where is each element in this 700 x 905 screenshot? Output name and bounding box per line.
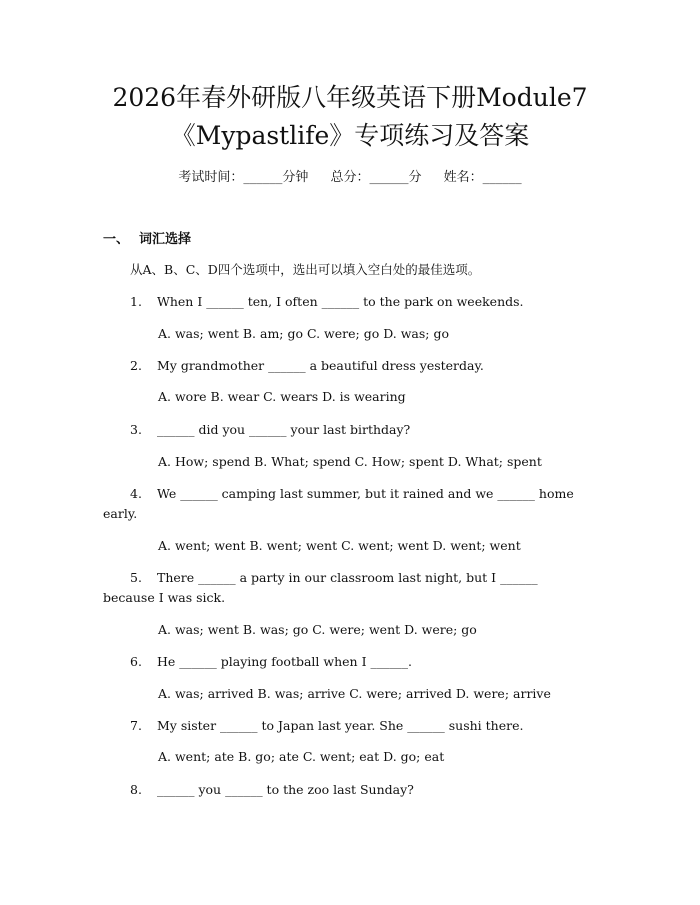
- question-number: 8.: [130, 782, 142, 797]
- question-text: ______ you ______ to the zoo last Sunday?: [157, 782, 414, 797]
- question-text: We ______ camping last summer, but it rained and we ______ home: [157, 486, 574, 501]
- question-2-options: A. wore B. wear C. wears D. is wearing: [158, 389, 406, 404]
- question-4-continuation: early.: [103, 506, 138, 521]
- question-number: 1.: [130, 294, 142, 309]
- question-text: When I ______ ten, I often ______ to the park on weekends.: [157, 294, 524, 309]
- document-title-line-2: 《Mypastlife》专项练习及答案: [170, 121, 530, 150]
- question-number: 2.: [130, 358, 142, 373]
- question-3: [130, 420, 410, 440]
- question-1-options: A. was; went B. am; go C. were; go D. was; go: [158, 326, 450, 341]
- document-title-line-1: 2026年春外研版八年级英语下册Module7: [112, 83, 588, 112]
- question-number: 6.: [130, 654, 142, 669]
- question-number: 7.: [130, 718, 142, 733]
- question-3-options: A. How; spend B. What; spend C. How; spent D. What; spent: [158, 454, 542, 469]
- question-4-options: A. went; went B. went; went C. went; went D. went; went: [158, 538, 521, 553]
- question-text: My sister ______ to Japan last year. She ______ sushi there.: [157, 718, 524, 733]
- question-number: 3.: [130, 422, 142, 437]
- question-8: [130, 780, 414, 800]
- section-number: 一、: [103, 232, 130, 247]
- question-5: [130, 568, 538, 588]
- question-5-options: A. was; went B. was; go C. were; went D. were; go: [158, 622, 477, 637]
- question-text: ______ did you ______ your last birthday?: [157, 422, 411, 437]
- section-title: 词汇选择: [139, 232, 192, 247]
- question-text: There ______ a party in our classroom last night, but I ______: [157, 570, 538, 585]
- question-1: [130, 292, 524, 312]
- question-6-options: A. was; arrived B. was; arrive C. were; arrived D. were; arrive: [158, 686, 551, 701]
- question-6: [130, 652, 412, 672]
- question-number: 4.: [130, 486, 142, 501]
- question-7: [130, 716, 523, 736]
- section-instruction: 从A、B、C、D四个选项中，选出可以填入空白处的最佳选项。: [130, 262, 481, 277]
- question-2: [130, 356, 484, 376]
- question-7-options: A. went; ate B. go; ate C. went; eat D. go; eat: [158, 749, 445, 764]
- question-number: 5.: [130, 570, 142, 585]
- question-text: My grandmother ______ a beautiful dress yesterday.: [157, 358, 484, 373]
- question-text: He ______ playing football when I ______.: [157, 654, 412, 669]
- total-score: 总分：______分: [330, 170, 422, 185]
- question-4: [130, 484, 574, 504]
- exam-info: [0, 168, 700, 188]
- student-name: 姓名：______: [443, 170, 522, 185]
- question-5-continuation: because I was sick.: [103, 590, 226, 605]
- exam-time: 考试时间：______分钟: [178, 170, 309, 185]
- section-heading: [103, 230, 191, 250]
